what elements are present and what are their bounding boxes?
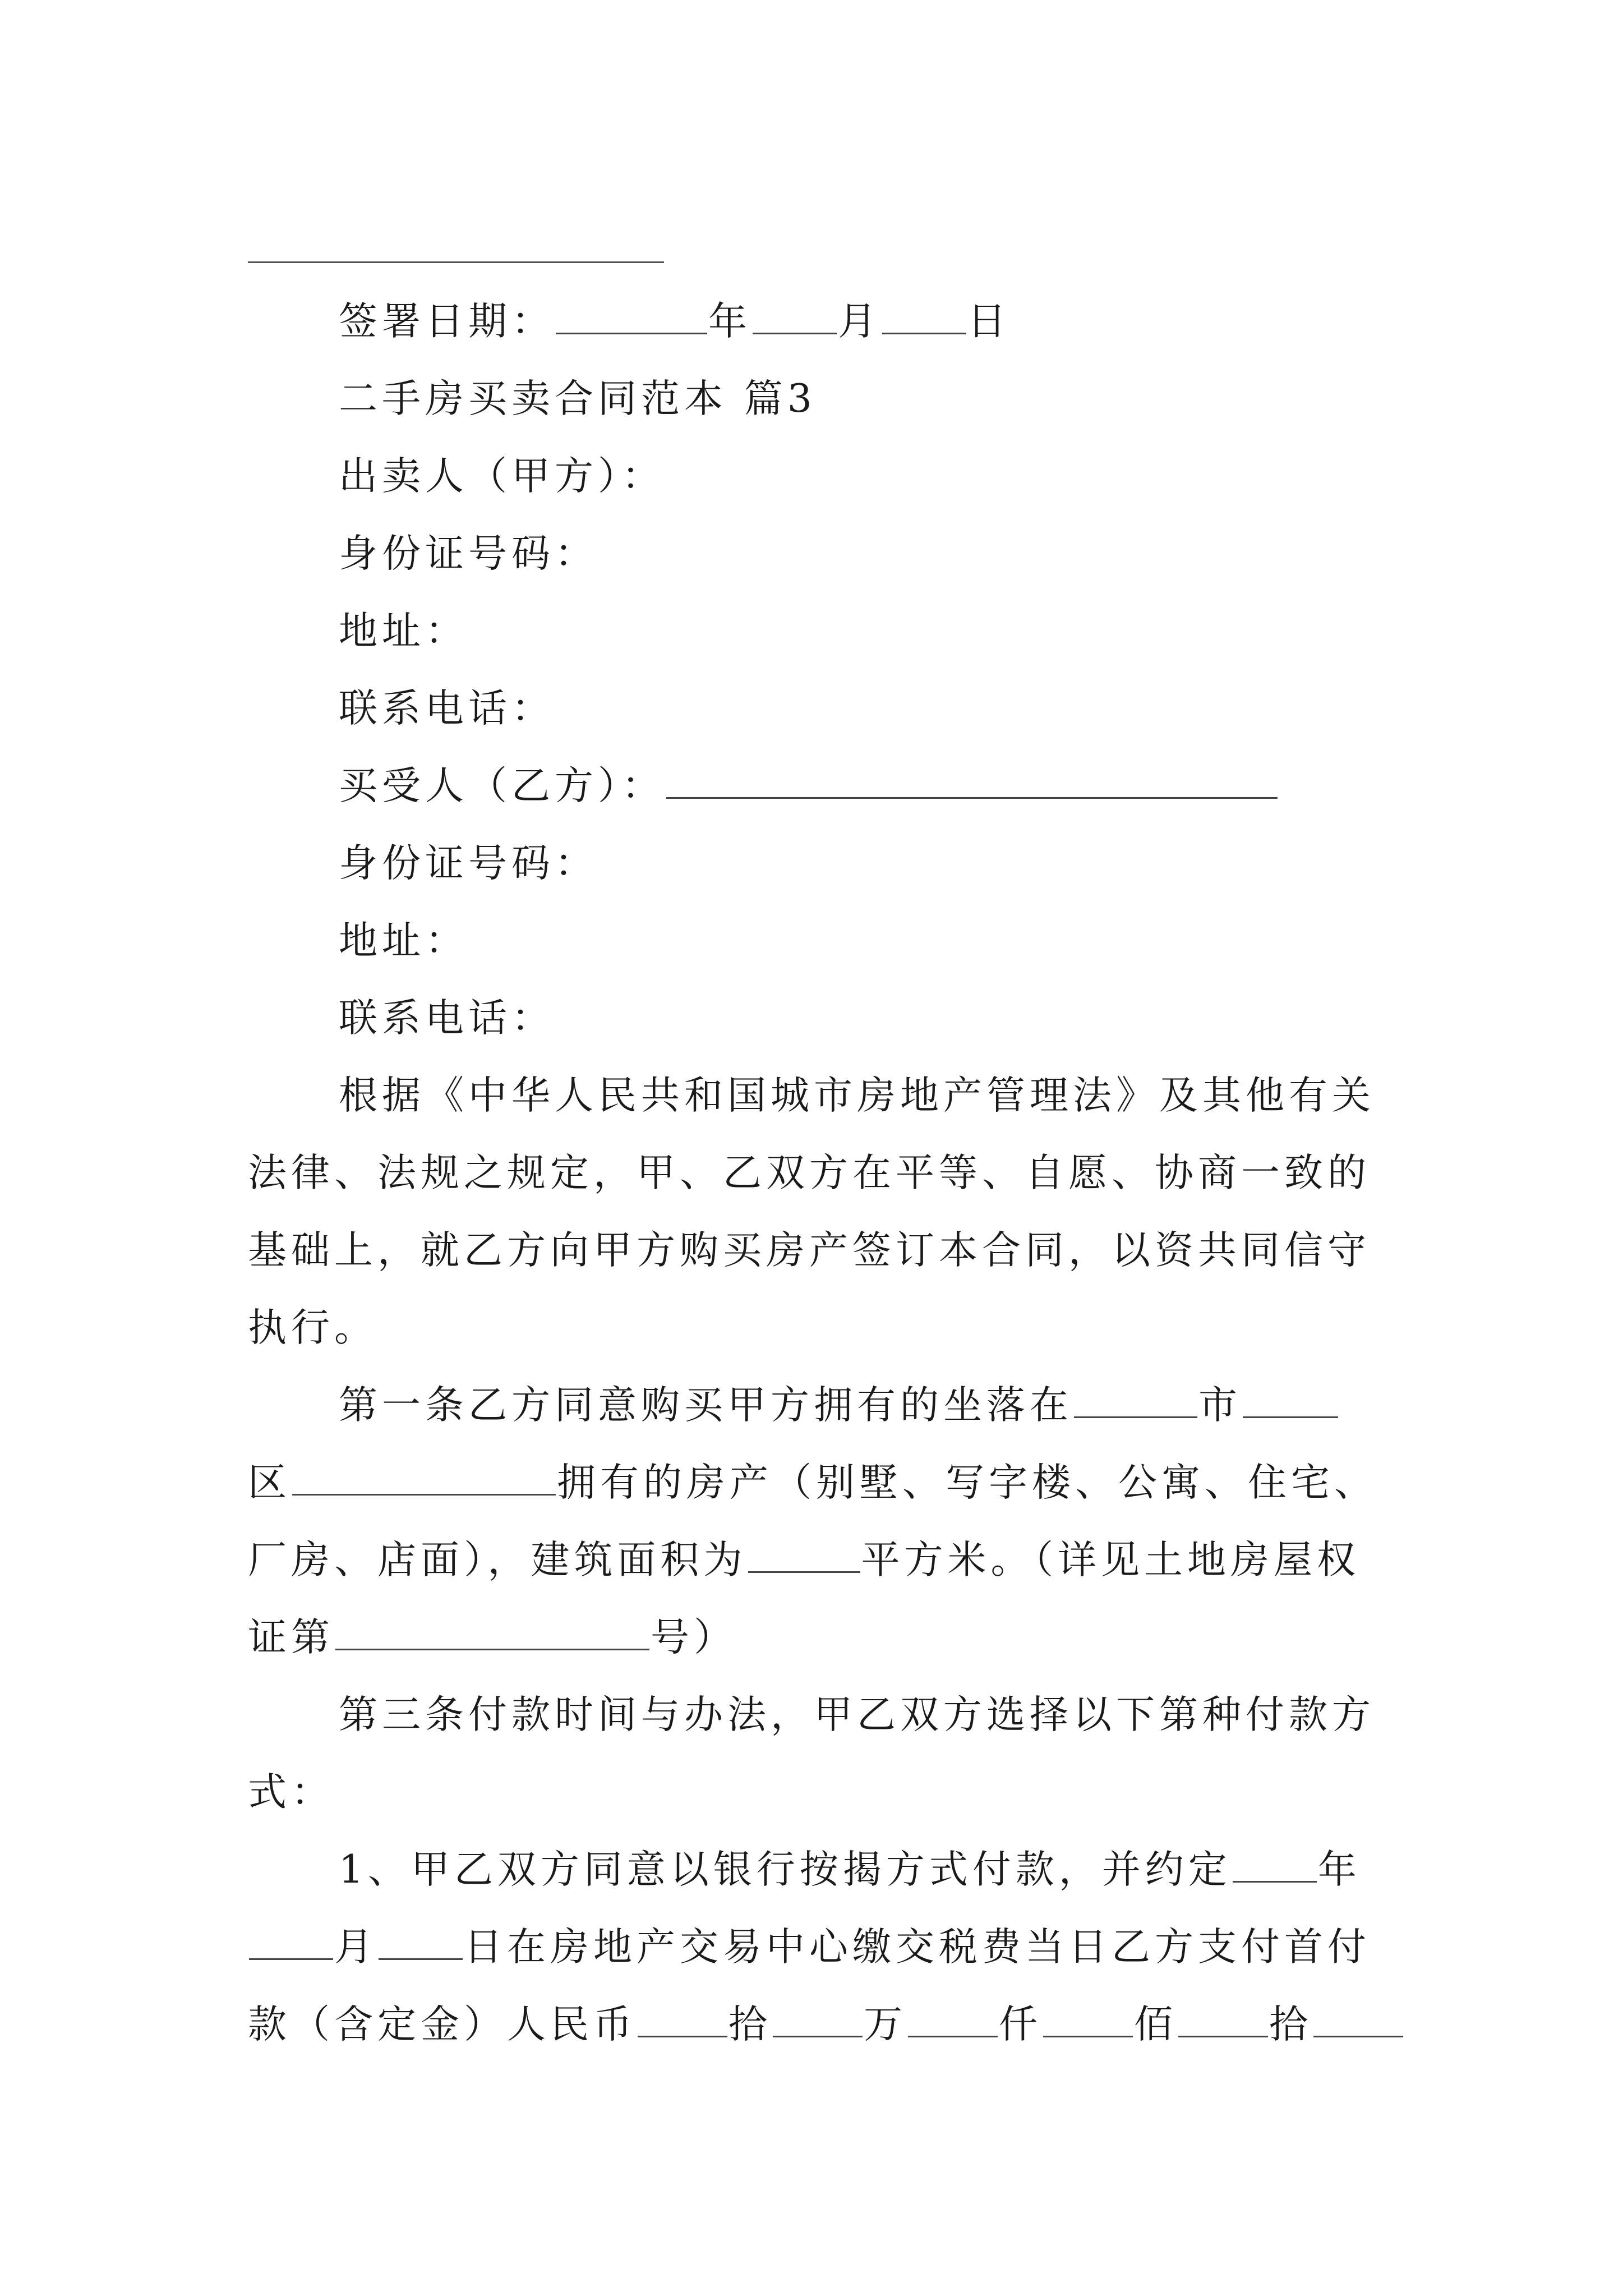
article1-text-h: 号） bbox=[651, 1615, 737, 1660]
buyer-id-label: 身份证号码： bbox=[339, 841, 598, 886]
article1-line-3 bbox=[248, 1535, 1398, 1585]
buyer-phone-label: 联系电话： bbox=[339, 996, 555, 1041]
year-blank bbox=[556, 300, 707, 334]
section-title: 二手房买卖合同范本 篇3 bbox=[339, 376, 817, 421]
clause1-line-2 bbox=[248, 1922, 1398, 1972]
seller-phone-label: 联系电话： bbox=[339, 686, 555, 731]
buyer-name-blank bbox=[666, 765, 1278, 799]
seller-address-label: 地址： bbox=[339, 609, 468, 654]
article1-text-b: 市 bbox=[1198, 1383, 1242, 1428]
month-label: 月 bbox=[838, 299, 881, 344]
clause1-line-3 bbox=[248, 1999, 1398, 2050]
article3-line-2: 式： bbox=[248, 1770, 334, 1815]
signature-date-label: 签署日期： bbox=[339, 299, 555, 344]
day-blank bbox=[882, 300, 966, 334]
amount-shi-wan-blank bbox=[638, 2003, 727, 2037]
clause1-text-d: 日在房地产交易中心缴交税费当日乙方支付首付 bbox=[464, 1925, 1371, 1970]
clause1-text-j: 拾 bbox=[1269, 2002, 1312, 2047]
article3-line-1: 第三条付款时间与办法，甲乙双方选择以下第种付款方 bbox=[339, 1692, 1375, 1737]
amount-bai-blank bbox=[1043, 2003, 1133, 2037]
seller-label: 出卖人（甲方）： bbox=[339, 454, 665, 499]
city-district-blank bbox=[1243, 1384, 1338, 1418]
signature-date-line bbox=[339, 296, 1404, 347]
preamble-line-1: 根据《中华人民共和国城市房地产管理法》及其他有关 bbox=[339, 1073, 1375, 1118]
month-blank bbox=[753, 300, 837, 334]
clause1-text-b: 年 bbox=[1317, 1847, 1361, 1892]
buyer-address-label: 地址： bbox=[339, 918, 468, 963]
preamble-line-3: 基础上，就乙方向甲方购买房产签订本合同，以资共同信守 bbox=[248, 1228, 1371, 1273]
day-label: 日 bbox=[967, 299, 1011, 344]
clause1-text-f: 拾 bbox=[728, 2002, 772, 2047]
buyer-label: 买受人（乙方）： bbox=[339, 763, 665, 808]
preamble-line-4: 执行。 bbox=[248, 1305, 377, 1350]
clause1-year-blank bbox=[1233, 1848, 1317, 1883]
amount-shi-blank bbox=[1178, 2003, 1268, 2037]
article1-text-f: 平方米。（详见土地房屋权 bbox=[861, 1538, 1360, 1582]
article1-line-4 bbox=[248, 1612, 1398, 1663]
clause1-text-c: 月 bbox=[334, 1925, 377, 1970]
clause1-month-blank bbox=[249, 1926, 333, 1960]
buyer-line bbox=[339, 761, 1404, 811]
year-label: 年 bbox=[708, 299, 751, 344]
article1-line-2 bbox=[248, 1457, 1398, 1508]
article1-line-1 bbox=[339, 1380, 1404, 1430]
clause1-text-a: 1、甲乙双方同意以银行按揭方式付款，并约定 bbox=[339, 1847, 1232, 1892]
certificate-number-blank bbox=[335, 1616, 649, 1650]
district-blank bbox=[292, 1461, 556, 1496]
article1-text-d: 拥有的房产（别墅、写字楼、公寓、住宅、 bbox=[557, 1460, 1377, 1505]
article1-text-a: 第一条乙方同意购买甲方拥有的坐落在 bbox=[339, 1383, 1073, 1428]
clause1-line-1 bbox=[339, 1844, 1404, 1895]
article1-text-e: 厂房、店面），建筑面积为 bbox=[248, 1538, 747, 1582]
amount-wan-blank bbox=[773, 2003, 863, 2037]
clause1-text-g: 万 bbox=[864, 2002, 907, 2047]
article1-text-c: 区 bbox=[248, 1460, 291, 1505]
city-blank bbox=[1074, 1384, 1197, 1418]
amount-qian-blank bbox=[908, 2003, 998, 2037]
article1-text-g: 证第 bbox=[248, 1615, 334, 1660]
top-divider-line bbox=[248, 261, 664, 263]
area-blank bbox=[748, 1539, 860, 1573]
clause1-day-blank bbox=[379, 1926, 463, 1960]
clause1-text-e: 款（含定金）人民币 bbox=[248, 2002, 637, 2047]
amount-yuan-blank bbox=[1313, 2003, 1403, 2037]
clause1-text-h: 仟 bbox=[999, 2002, 1042, 2047]
seller-id-label: 身份证号码： bbox=[339, 531, 598, 576]
clause1-text-i: 佰 bbox=[1134, 2002, 1177, 2047]
preamble-line-2: 法律、法规之规定，甲、乙双方在平等、自愿、协商一致的 bbox=[248, 1151, 1371, 1195]
